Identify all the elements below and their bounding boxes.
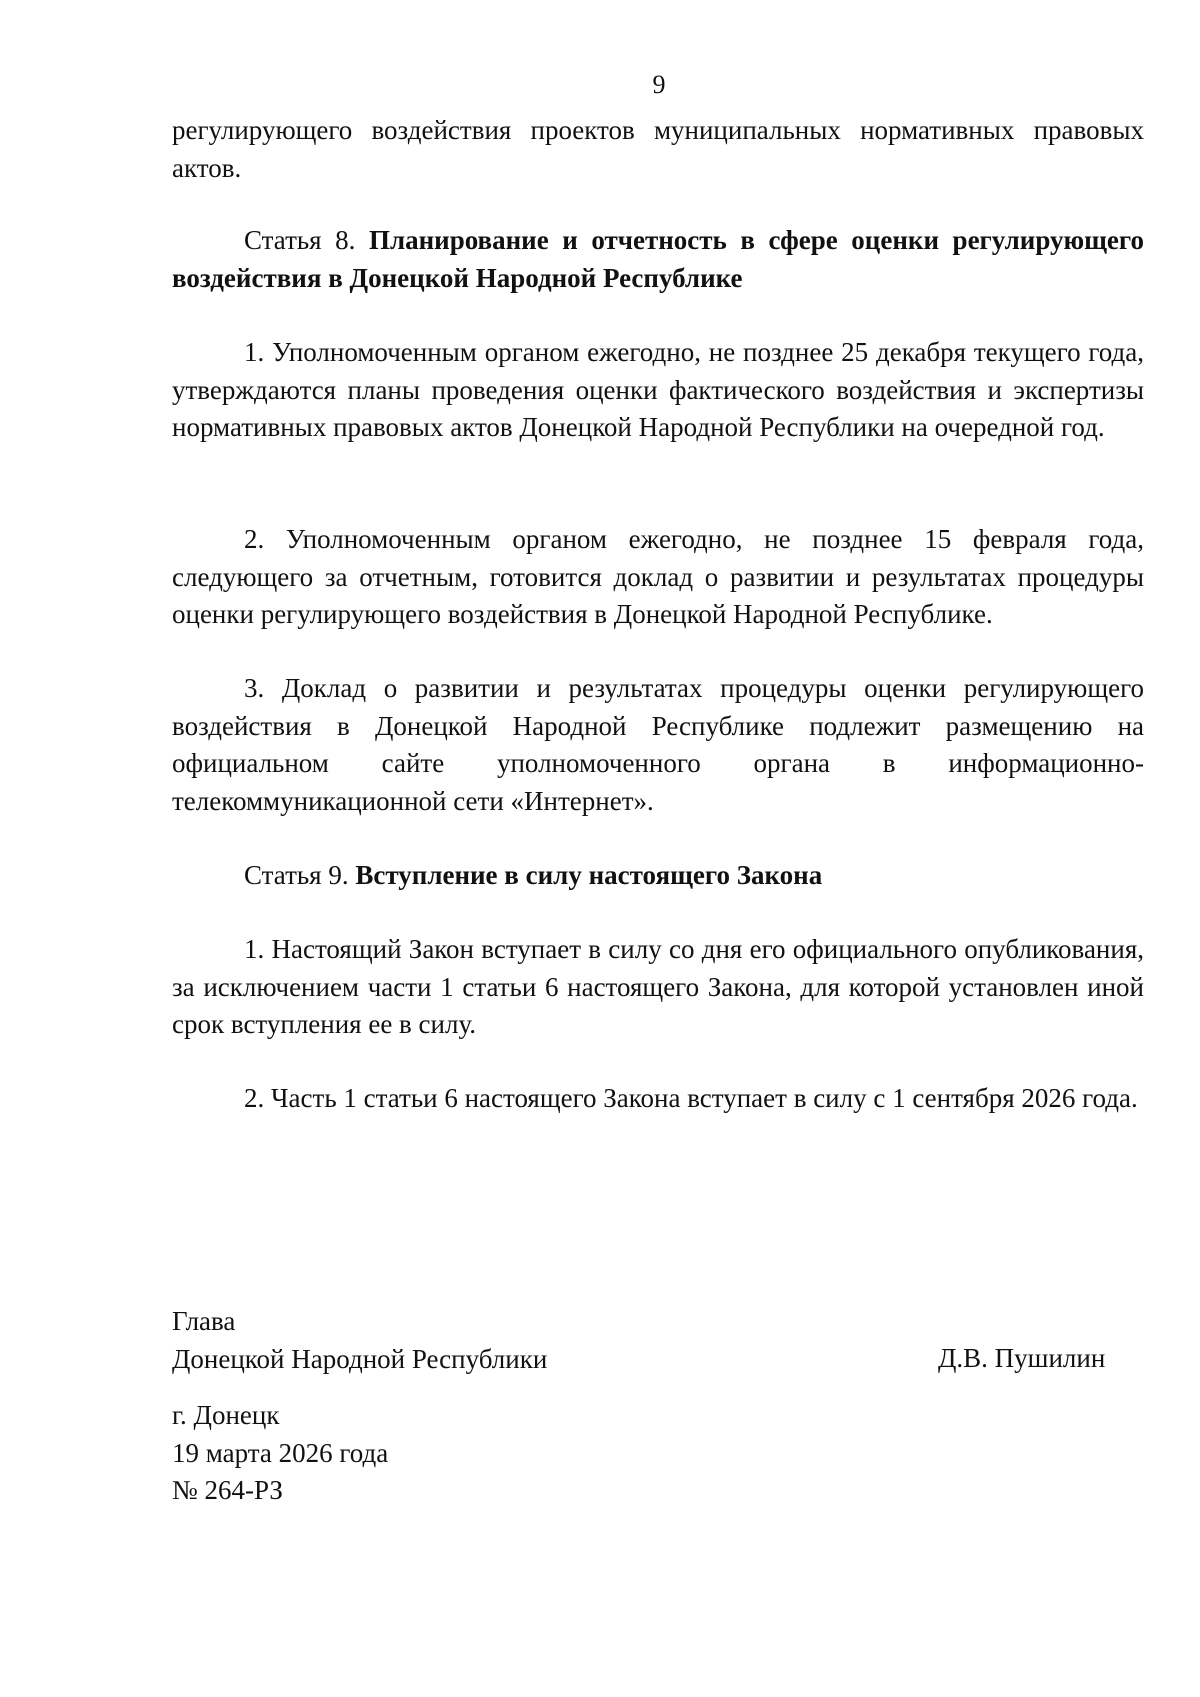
signature-position-line-2: Донецкой Народной Республики bbox=[172, 1343, 548, 1374]
issuance-city: г. Донецк bbox=[172, 1400, 280, 1430]
article-8-paragraph-2: 2. Уполномоченным органом ежегодно, не позднее 15 февраля года, следующего за отчетным, готовится доклад о развитии и результатах процедуры оценки регулирующего воздействия в Донецкой Народной Республике. bbox=[172, 524, 1144, 629]
article-9-paragraph-1: 1. Настоящий Закон вступает в силу со дня его официального опубликования, за исключением части 1 статьи 6 настоящего Закона, для которой установлен иной срок вступления ее в силу. bbox=[172, 934, 1144, 1039]
signature-position-line-1: Глава bbox=[172, 1306, 236, 1336]
article-9-title: Вступление в силу настоящего Закона bbox=[355, 860, 823, 890]
article-8-title: Планирование и отчетность в сфере оценки регулирующего воздействия в Донецкой Народной Республике bbox=[172, 225, 1144, 293]
signatory-name: Д.В. Пушилин bbox=[938, 1343, 1106, 1373]
issuance-date: 19 марта 2026 года bbox=[172, 1437, 389, 1468]
article-8-heading bbox=[172, 222, 1144, 297]
issuance-details bbox=[172, 1397, 388, 1510]
article-9-prefix: Статья 9. bbox=[244, 860, 349, 890]
article-8-paragraph-3: 3. Доклад о развитии и результатах процедуры оценки регулирующего воздействия в Донецкой Народной Республике подлежит размещению на официальном сайте уполномоченного органа в информационно-телекоммуникационной сети «Интернет». bbox=[172, 673, 1144, 816]
signature-position bbox=[172, 1303, 547, 1378]
article-8-prefix: Статья 8. bbox=[244, 225, 356, 255]
page-number: 9 bbox=[652, 70, 666, 99]
article-8-paragraph-1: 1. Уполномоченным органом ежегодно, не позднее 25 декабря текущего года, утверждаются планы проведения оценки фактического воздействия и экспертизы нормативных правовых актов Донецкой Народной Республики на очередной год. bbox=[172, 337, 1144, 442]
continuation-paragraph: регулирующего воздействия проектов муниципальных нормативных правовых актов. bbox=[172, 115, 1144, 183]
article-9-heading bbox=[172, 857, 1144, 895]
article-9-paragraph-2: 2. Часть 1 статьи 6 настоящего Закона вступает в силу с 1 сентября 2026 года. bbox=[244, 1083, 1138, 1113]
law-number: № 264-РЗ bbox=[172, 1475, 283, 1505]
